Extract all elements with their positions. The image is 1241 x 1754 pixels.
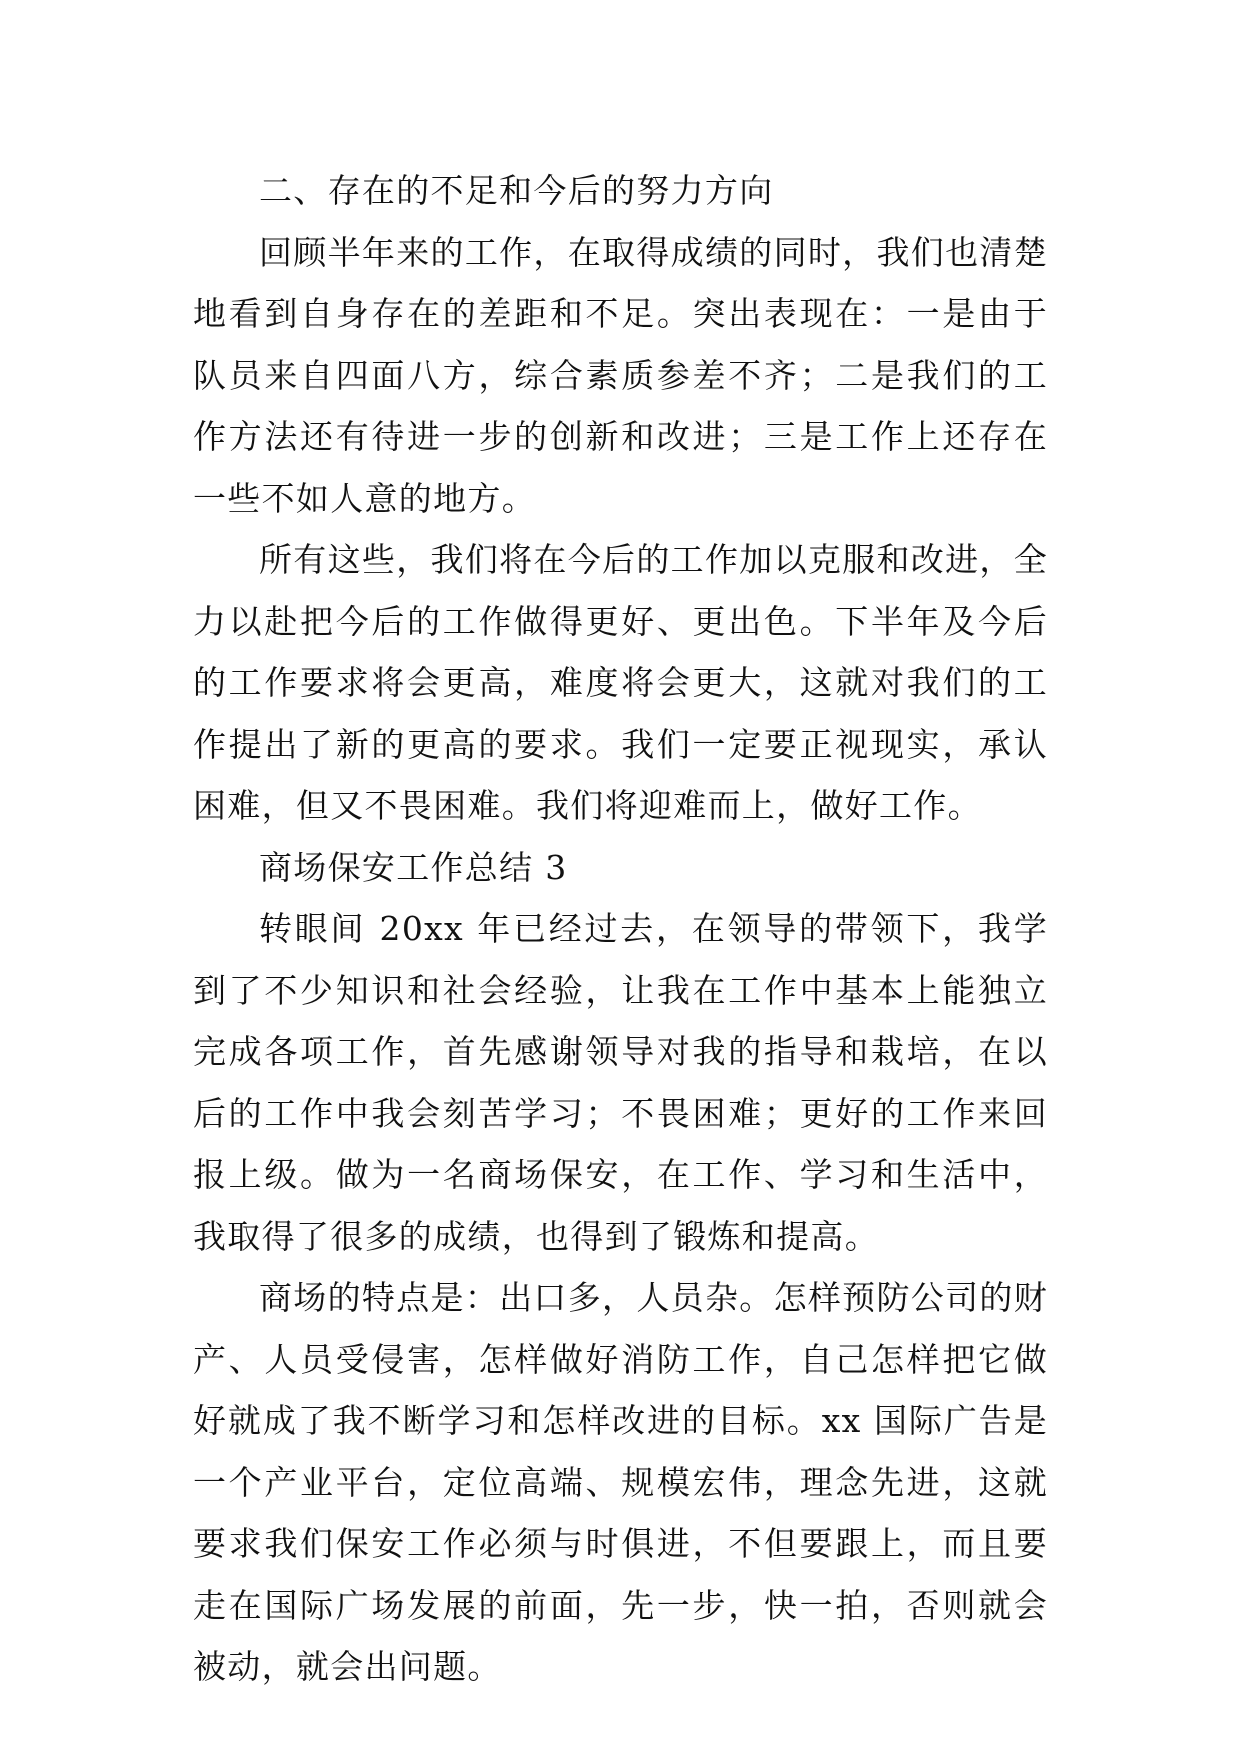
paragraph-mall-features: 商场的特点是：出口多，人员杂。怎样预防公司的财产、人员受侵害，怎样做好消防工作，自己怎样把它做好就成了我不断学习和怎样改进的目标。xx 国际广告是一个产业平台，定位高端、规模宏伟，理念先进，这就要求我们保安工作必须与时俱进，不但要跟上，而且要走在国际广场发展的前面，先一步，快一拍，否则就会被动，就会出问题。 <box>193 1278 1048 1686</box>
paragraph-efforts: 所有这些，我们将在今后的工作加以克服和改进，全力以赴把今后的工作做得更好、更出色。下半年及今后的工作要求将会更高，难度将会更大，这就对我们的工作提出了新的更高的要求。我们一定要正视现实，承认困难，但又不畏困难。我们将迎难而上，做好工作。 <box>193 540 1048 825</box>
summary-title: 商场保安工作总结 3 <box>259 847 568 887</box>
paragraph-shortcomings: 回顾半年来的工作，在取得成绩的同时，我们也清楚地看到自身存在的差距和不足。突出表现在：一是由于队员来自四面八方，综合素质参差不齐；二是我们的工作方法还有待进一步的创新和改进；三是工作上还存在一些不如人意的地方。 <box>193 232 1048 518</box>
paragraph-year-review: 转眼间 20xx 年已经过去，在领导的带领下，我学到了不少知识和社会经验，让我在工作中基本上能独立完成各项工作，首先感谢领导对我的指导和栽培，在以后的工作中我会刻苦学习；不畏困难；更好的工作来回报上级。做为一名商场保安，在工作、学习和生活中，我取得了很多的成绩，也得到了锻炼和提高。 <box>193 909 1048 1256</box>
document-body <box>193 160 1048 1698</box>
section-heading: 二、存在的不足和今后的努力方向 <box>259 171 774 210</box>
